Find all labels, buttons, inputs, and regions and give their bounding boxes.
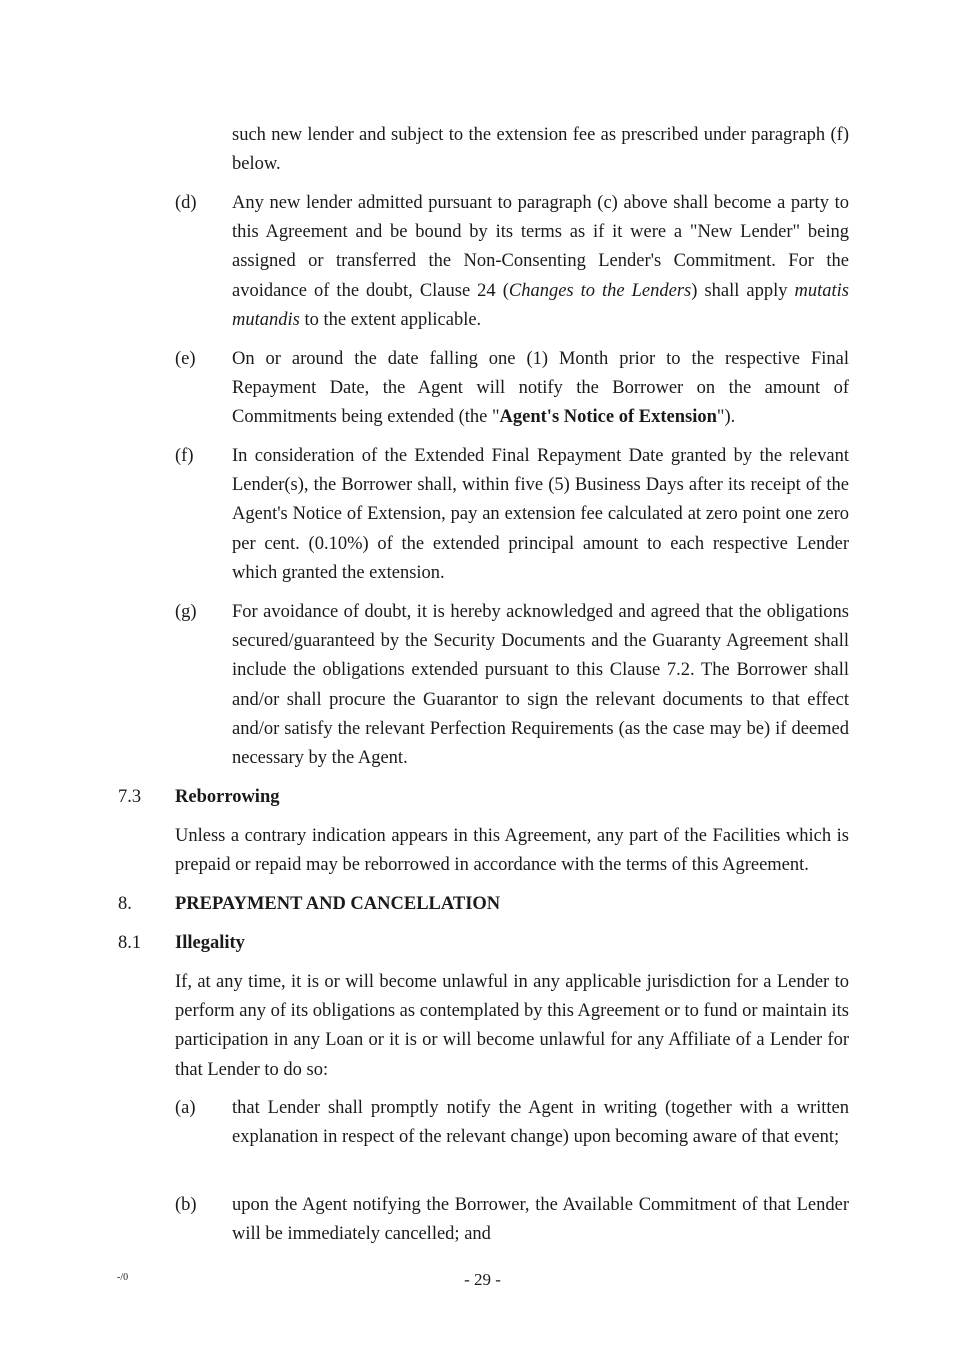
- clause-heading: PREPAYMENT AND CANCELLATION: [175, 894, 501, 914]
- clause-number: 8.: [118, 894, 132, 914]
- item-label: (f): [175, 446, 194, 466]
- item-label: (e): [175, 349, 196, 369]
- item-text: that Lender shall promptly notify the Agent in writing (together with a written explanation in respect of the relevant change) upon becoming aware of that event;: [232, 1098, 849, 1148]
- footer-reference: -/0: [117, 1272, 129, 1283]
- item-text: For avoidance of doubt, it is hereby acknowledged and agreed that the obligations secured/guaranteed by the Security Documents and the Guaranty Agreement shall include the obligations extended pursuant to this Clause 7.2. The Borrower shall and/or shall procure the Guarantor to sign the relevant documents to that effect and/or satisfy the relevant Perfection Requirements (as the case may be) if deemed necessary by the Agent.: [232, 602, 849, 769]
- section-number: 8.1: [118, 933, 142, 953]
- continuation-paragraph: such new lender and subject to the extension fee as prescribed under paragraph (f) below.: [232, 125, 849, 175]
- item-text: upon the Agent notifying the Borrower, the Available Commitment of that Lender will be immediately cancelled; and: [232, 1195, 849, 1245]
- page-number: - 29 -: [464, 1270, 501, 1289]
- item-label: (g): [175, 602, 197, 622]
- item-label: (d): [175, 193, 197, 213]
- section-heading: Reborrowing: [175, 787, 280, 807]
- item-text: On or around the date falling one (1) Month prior to the respective Final Repayment Date, the Agent will notify the Borrower on the amount of Commitments being extended (the "Agent's Notice of Extension").: [232, 349, 849, 428]
- item-label: (b): [175, 1195, 197, 1215]
- section-heading: Illegality: [175, 933, 245, 953]
- section-paragraph: If, at any time, it is or will become unlawful in any applicable jurisdiction for a Lender to perform any of its obligations as contemplated by this Agreement or to fund or maintain its participation in any Loan or it is or will become unlawful for any Affiliate of a Lender for that Lender to do so:: [175, 972, 849, 1080]
- section-number: 7.3: [118, 787, 142, 807]
- item-text: In consideration of the Extended Final Repayment Date granted by the relevant Lender(s), the Borrower shall, within five (5) Business Days after its receipt of the Agent's Notice of Extension, pay an extension fee calculated at zero point one zero per cent. (0.10%) of the extended principal amount to each respective Lender which granted the extension.: [232, 446, 849, 583]
- item-text: Any new lender admitted pursuant to paragraph (c) above shall become a party to this Agreement and be bound by its terms as if it were a "New Lender" being assigned or transferred the Non-Consenting Lender's Commitment. For the avoidance of the doubt, Clause 24 (Changes to the Lenders) shall apply mutatis mutandis to the extent applicable.: [232, 193, 849, 330]
- item-label: (a): [175, 1098, 196, 1118]
- section-paragraph: Unless a contrary indication appears in this Agreement, any part of the Facilities which is prepaid or repaid may be reborrowed in accordance with the terms of this Agreement.: [175, 826, 849, 876]
